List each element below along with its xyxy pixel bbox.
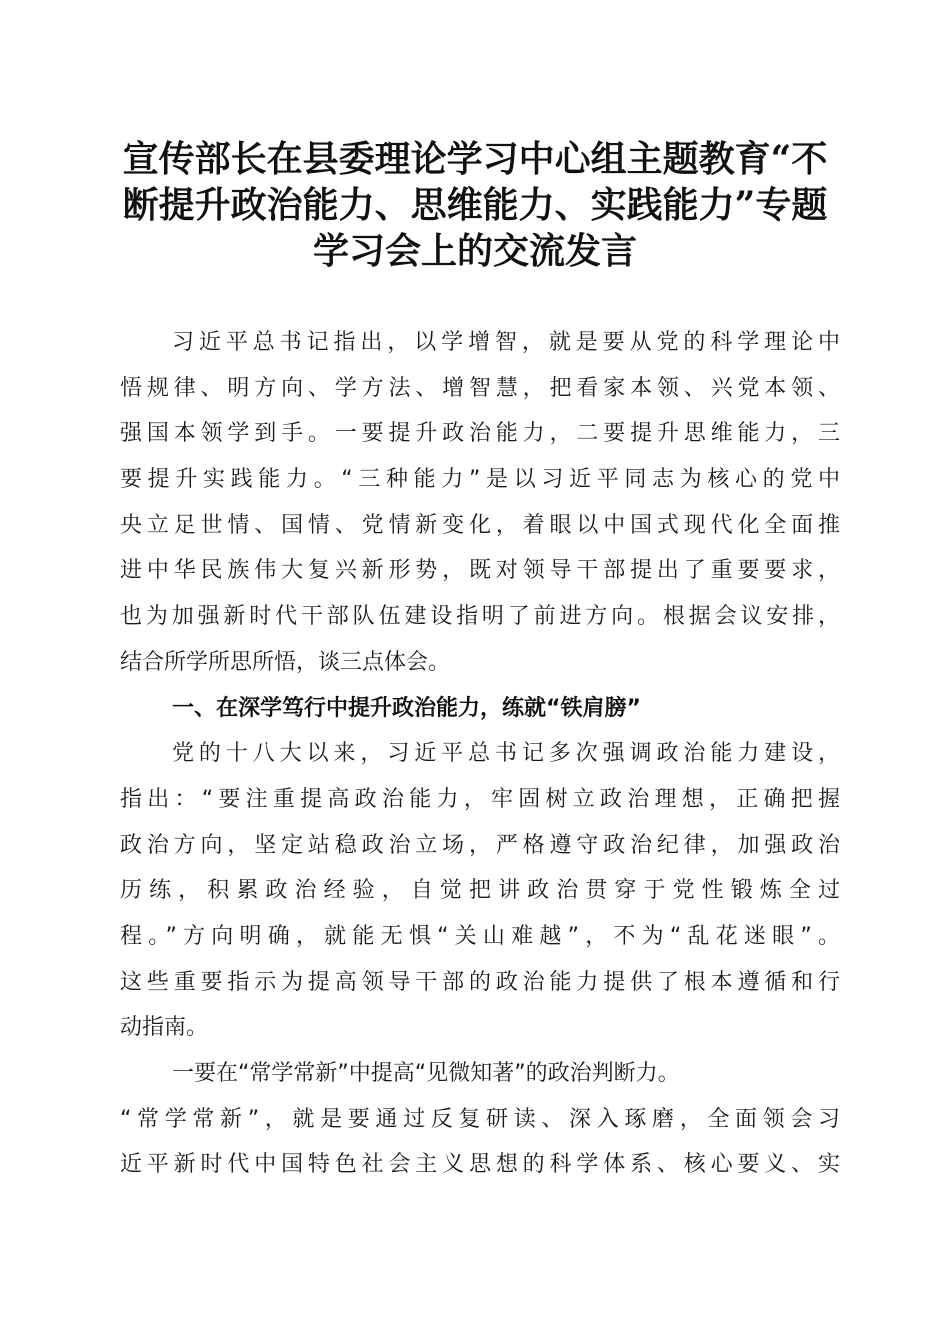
text-line: 指出：“要注重提高政治能力，牢固树立政治理想，正确把握: [120, 786, 840, 812]
text-line: 历练，积累政治经验，自觉把讲政治贯穿于党性锻炼全过: [120, 878, 840, 904]
text-line: 一要在“常学常新”中提高“见微知著”的政治判断力。: [172, 1061, 680, 1086]
text-line: 央立足世情、国情、党情新变化，着眼以中国式现代化全面推: [120, 512, 840, 538]
text-line: 动指南。: [120, 1015, 209, 1041]
text-line: 程。”方向明确，就能无惧“关山难越”，不为“乱花迷眼”。: [120, 923, 840, 949]
text-line: “常学常新”，就是要通过反复研读、深入琢磨，全面领会习: [120, 1106, 840, 1132]
text-line: 近平新时代中国特色社会主义思想的科学体系、核心要义、实: [120, 1152, 840, 1178]
text-line: 这些重要指示为提高领导干部的政治能力提供了根本遵循和行: [120, 969, 840, 995]
title-line-3: 学习会上的交流发言: [312, 230, 637, 272]
text-line: 也为加强新时代干部队伍建设指明了前进方向。根据会议安排，: [120, 604, 840, 630]
text-line: 结合所学所思所悟，谈三点体会。: [120, 649, 451, 675]
document-body: [120, 320, 840, 1188]
text-line: 进中华民族伟大复兴新形势，既对领导干部提出了重要要求，: [120, 558, 840, 584]
text-line: 习近平总书记指出，以学增智，就是要从党的科学理论中: [172, 330, 840, 355]
document-title: [110, 136, 840, 274]
text-line: 强国本领学到手。一要提升政治能力，二要提升思维能力，三: [120, 421, 840, 447]
text-line: 悟规律、明方向、学方法、增智慧，把看家本领、兴党本领、: [120, 375, 840, 401]
title-line-2: 断提升政治能力、思维能力、实践能力”专题: [122, 184, 828, 226]
title-line-1: 宣传部长在县委理论学习中心组主题教育“不: [122, 138, 828, 180]
section-heading-1: 一、在深学笃行中提升政治能力，练就“铁肩膀”: [172, 695, 641, 721]
paragraph-first-point: [120, 1051, 840, 1188]
paragraph-intro: [120, 320, 840, 686]
paragraph-political-ability: [120, 731, 840, 1051]
text-line: 政治方向，坚定站稳政治立场，严格遵守政治纪律，加强政治: [120, 832, 840, 858]
text-line: 党的十八大以来，习近平总书记多次强调政治能力建设，: [172, 741, 840, 767]
text-line: 要提升实践能力。“三种能力”是以习近平同志为核心的党中: [120, 467, 840, 493]
